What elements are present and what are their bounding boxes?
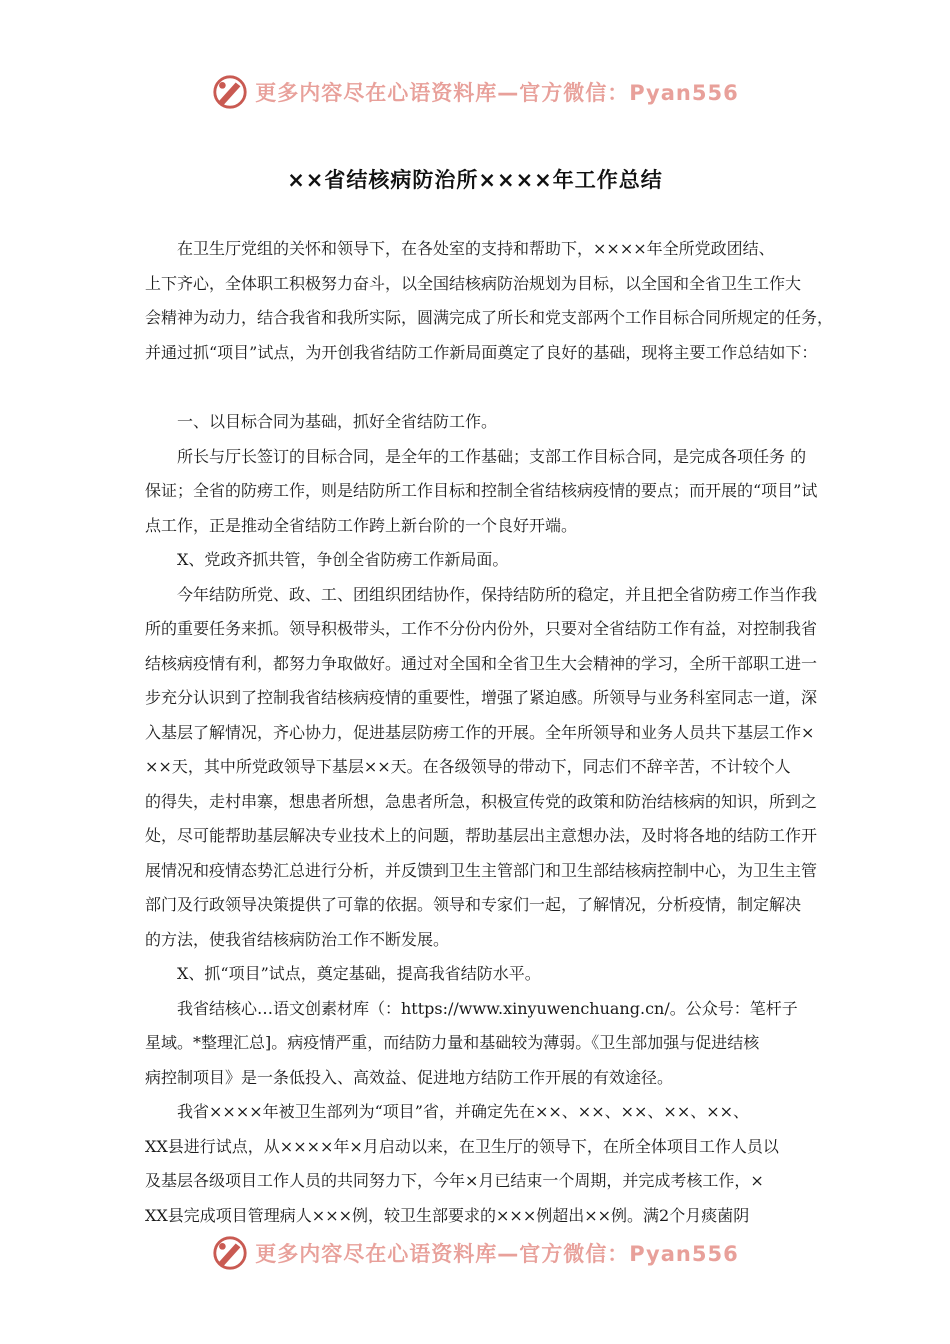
paragraph xyxy=(145,440,817,544)
text-line: 会精神为动力，结合我省和我所实际，圆满完成了所长和党支部两个工作目标合同所规定的任务， xyxy=(145,308,834,327)
text-line: 处，尽可能帮助基层解决专业技术上的问题，帮助基层出主意想办法，及时将各地的结防工作开 xyxy=(145,826,818,845)
paragraph xyxy=(145,578,817,958)
paragraph xyxy=(145,1095,817,1233)
text-line: 今年结防所党、政、工、团组织团结协作，保持结防所的稳定，并且把全省防痨工作当作我 xyxy=(177,584,818,604)
watermark-text: 更多内容尽在心语资料库—官方微信：Pyan556 xyxy=(255,1242,739,1266)
text-line: 病控制项目》是一条低投入、高效益、促进地方结防工作开展的有效途径。 xyxy=(145,1067,674,1087)
watermark-footer xyxy=(0,1233,950,1273)
document-title: ××省结核病防治所××××年工作总结 xyxy=(287,168,663,192)
pen-circle-logo-icon xyxy=(211,73,249,111)
text-line: 我省××××年被卫生部列为“项目”省，并确定先在××、××、××、××、××、 xyxy=(177,1102,750,1121)
text-line: 的方法，使我省结核病防治工作不断发展。 xyxy=(145,929,450,949)
watermark-text: 更多内容尽在心语资料库—官方微信：Pyan556 xyxy=(255,81,739,105)
text-line: 步充分认识到了控制我省结核病疫情的重要性，增强了紧迫感。所领导与业务科室同志一道，深 xyxy=(145,688,818,707)
text-line: 星域。*整理汇总]。病疫情严重，而结防力量和基础较为薄弱。《卫生部加强与促进结核 xyxy=(145,1033,760,1052)
text-line: XX县进行试点，从××××年×月启动以来，在卫生厅的领导下，在所全体项目工作人员以 xyxy=(145,1136,779,1156)
text-line: 我省结核心…语文创素材库（：https://www.xinyuwenchuang.cn/。公众号：笔杆子 xyxy=(177,998,798,1018)
text-line: 上下齐心，全体职工积极努力奋斗，以全国结核病防治规划为目标，以全国和全省卫生工作大 xyxy=(145,273,802,293)
text-line: 及基层各级项目工作人员的共同努力下，今年×月已结束一个周期，并完成考核工作，× xyxy=(145,1171,764,1190)
text-line: XX县完成项目管理病人×××例，较卫生部要求的×××例超出××例。满2个月痰菌阴 xyxy=(145,1205,750,1225)
text-line: 一、以目标合同为基础，抓好全省结防工作。 xyxy=(177,412,498,431)
text-line: X、抓“项目”试点，奠定基础，提高我省结防水平。 xyxy=(177,964,541,983)
watermark-header xyxy=(0,72,950,112)
section-heading-3 xyxy=(145,957,817,992)
text-line: 部门及行政领导决策提供了可靠的依据。领导和专家们一起，了解情况，分析疫情，制定解决 xyxy=(145,895,802,914)
document-body xyxy=(145,232,834,1233)
text-line: ××天，其中所党政领导下基层××天。在各级领导的带动下，同志们不辞辛苦，不计较个人 xyxy=(145,757,791,776)
text-line: X、党政齐抓共管，争创全省防痨工作新局面。 xyxy=(177,550,509,569)
text-line: 所的重要任务来抓。领导积极带头，工作不分份内份外，只要对全省结防工作有益，对控制我省 xyxy=(145,619,818,638)
text-line: 的得失，走村串寨，想患者所想，急患者所急，积极宣传党的政策和防治结核病的知识，所到之 xyxy=(145,791,818,811)
text-line: 所长与厅长签订的目标合同，是全年的工作基础；支部工作目标合同，是完成各项任务 的 xyxy=(177,446,807,466)
text-line: 在卫生厅党组的关怀和领导下，在各处室的支持和帮助下，××××年全所党政团结、 xyxy=(177,239,775,258)
paragraph xyxy=(145,992,817,1096)
text-line: 保证；全省的防痨工作，则是结防所工作目标和控制全省结核病疫情的要点；而开展的“项目”试 xyxy=(145,481,818,500)
text-line: 入基层了解情况，齐心协力，促进基层防痨工作的开展。全年所领导和业务人员共下基层工作× xyxy=(145,722,815,742)
text-line: 点工作，正是推动全省结防工作跨上新台阶的一个良好开端。 xyxy=(145,515,578,535)
text-line: 结核病疫情有利，都努力争取做好。通过对全国和全省卫生大会精神的学习，全所干部职工进一 xyxy=(145,653,818,673)
pen-circle-logo-icon xyxy=(211,1234,249,1272)
text-line: 展情况和疫情态势汇总进行分析，并反馈到卫生主管部门和卫生部结核病控制中心，为卫生主管 xyxy=(145,860,818,880)
text-line: 并通过抓“项目”试点，为开创我省结防工作新局面奠定了良好的基础，现将主要工作总结如下： xyxy=(145,342,818,362)
section-heading-2 xyxy=(145,543,817,578)
section-heading-1 xyxy=(145,405,817,440)
paragraph-intro xyxy=(145,232,834,370)
